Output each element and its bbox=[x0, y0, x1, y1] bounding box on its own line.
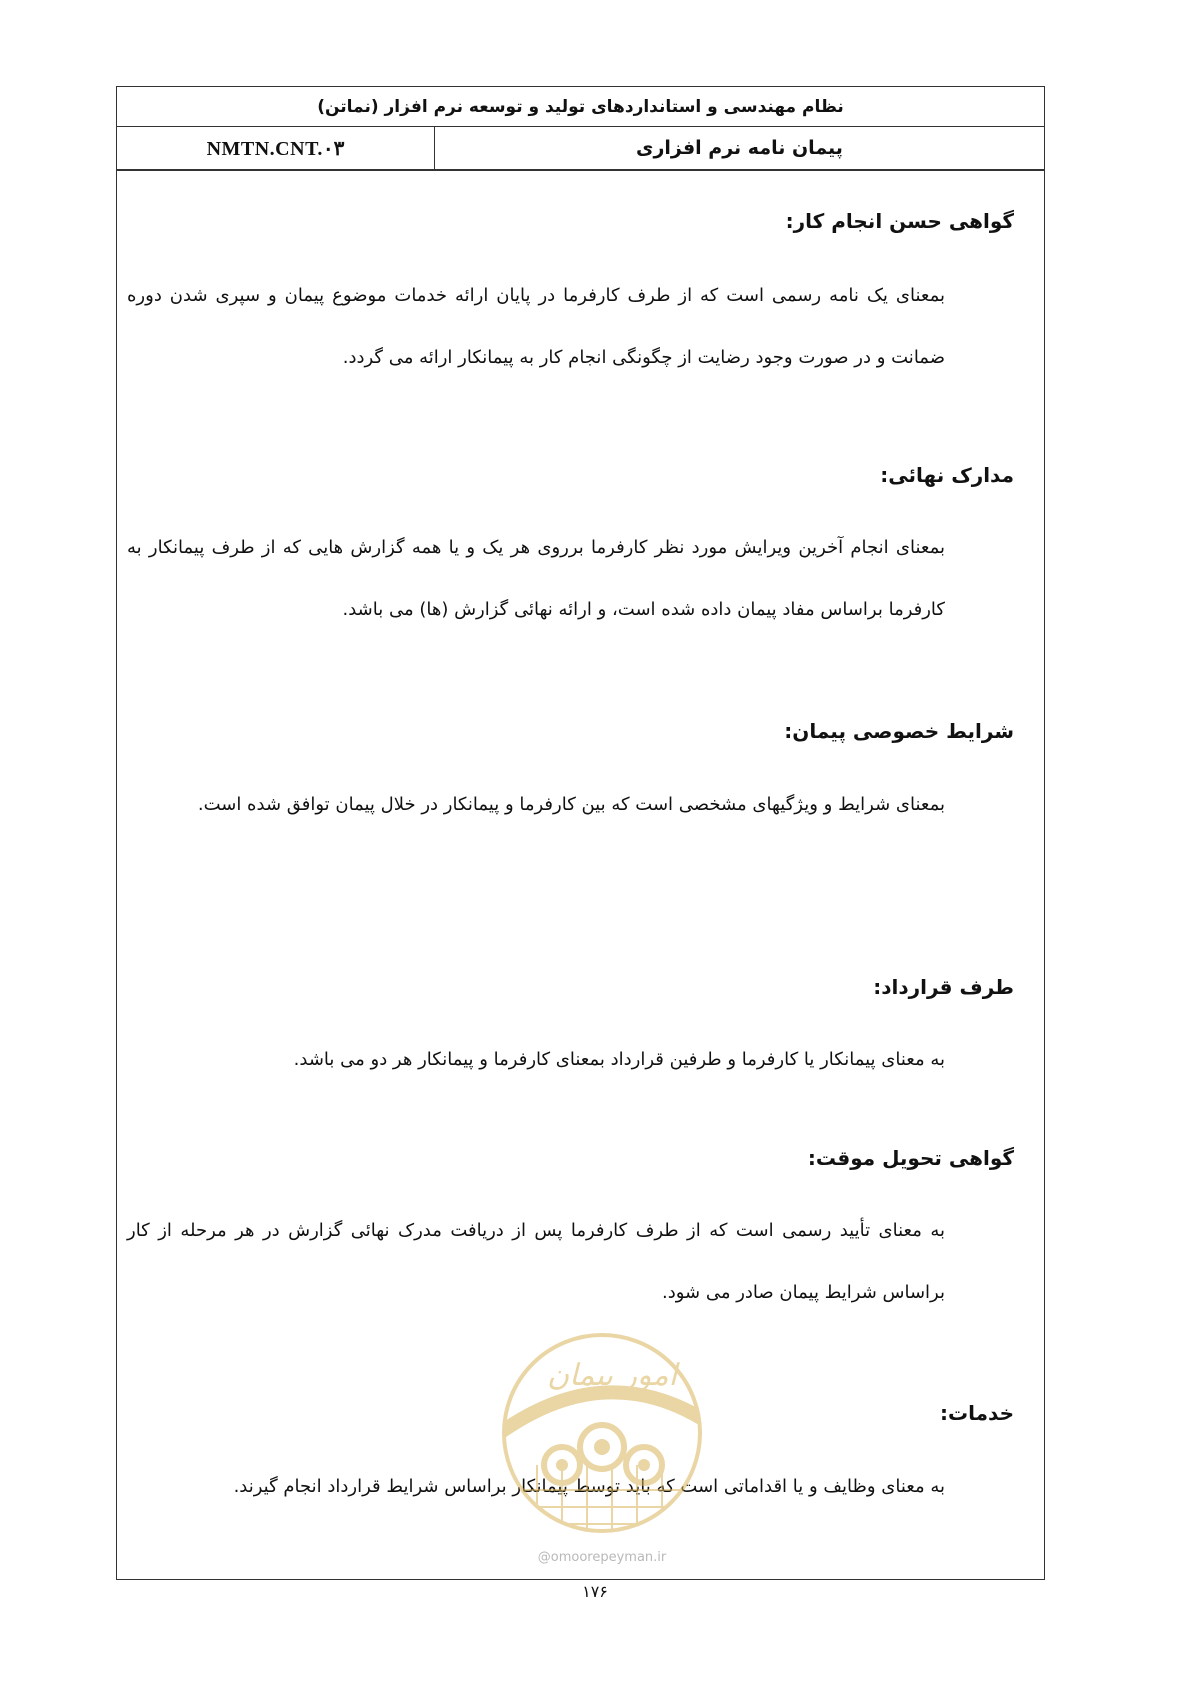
watermark-caption: @omoorepeyman.ir bbox=[537, 1550, 667, 1565]
doc-title: پیمان نامه نرم افزاری bbox=[636, 137, 843, 159]
section-text: بمعنای شرایط و ویژگیهای مشخصی است که بین کارفرما و پیمانکار در خلال پیمان توافق شده است. bbox=[197, 794, 945, 815]
system-title: نظام مهندسی و استانداردهای تولید و توسعه نرم افزار (نماتن) bbox=[117, 87, 1044, 127]
header-row bbox=[117, 127, 1044, 171]
section-heading: گواهی تحویل موقت: bbox=[807, 1146, 1014, 1170]
section-text: به معنای پیمانکار یا کارفرما و طرفین قرارداد بمعنای کارفرما و پیمانکار هر دو می باشد. bbox=[293, 1049, 945, 1070]
section-text: بمعنای انجام آخرین ویرایش مورد نظر کارفرما برروی هر یک و یا همه گزارش هایی که از طرف پیمانکار به کارفرما براساس مفاد پیمان داده شده است، و ارائه نهائی گزارش (ها) می باشد. bbox=[127, 537, 945, 620]
section-text: به معنای وظایف و یا اقداماتی است که باید توسط پیمانکار براساس شرایط قرارداد انجام گیرند. bbox=[233, 1476, 945, 1497]
page-number: ۱۷۶ bbox=[582, 1582, 608, 1601]
watermark-logo bbox=[487, 1315, 717, 1565]
section-heading: طرف قرارداد: bbox=[873, 975, 1014, 999]
section-heading: گواهی حسن انجام کار: bbox=[785, 209, 1014, 233]
section-heading: خدمات: bbox=[940, 1401, 1014, 1425]
section-heading: مدارک نهائی: bbox=[880, 463, 1014, 487]
svg-text:امور پیمان: امور پیمان bbox=[547, 1358, 677, 1393]
section-text: به معنای تأیید رسمی است که از طرف کارفرما پس از دریافت مدرک نهائی گزارش در هر مرحله از کار براساس شرایط پیمان صادر می شود. bbox=[127, 1220, 945, 1303]
section-heading: شرایط خصوصی پیمان: bbox=[784, 719, 1014, 743]
doc-code: NMTN.CNT.۰۳ bbox=[117, 127, 435, 169]
section-text: بمعنای یک نامه رسمی است که از طرف کارفرما در پایان ارائه خدمات موضوع پیمان و سپری شدن دوره ضمانت و در صورت وجود رضایت از چگونگی انجام کار به پیمانکار ارائه می گردد. bbox=[127, 285, 945, 368]
